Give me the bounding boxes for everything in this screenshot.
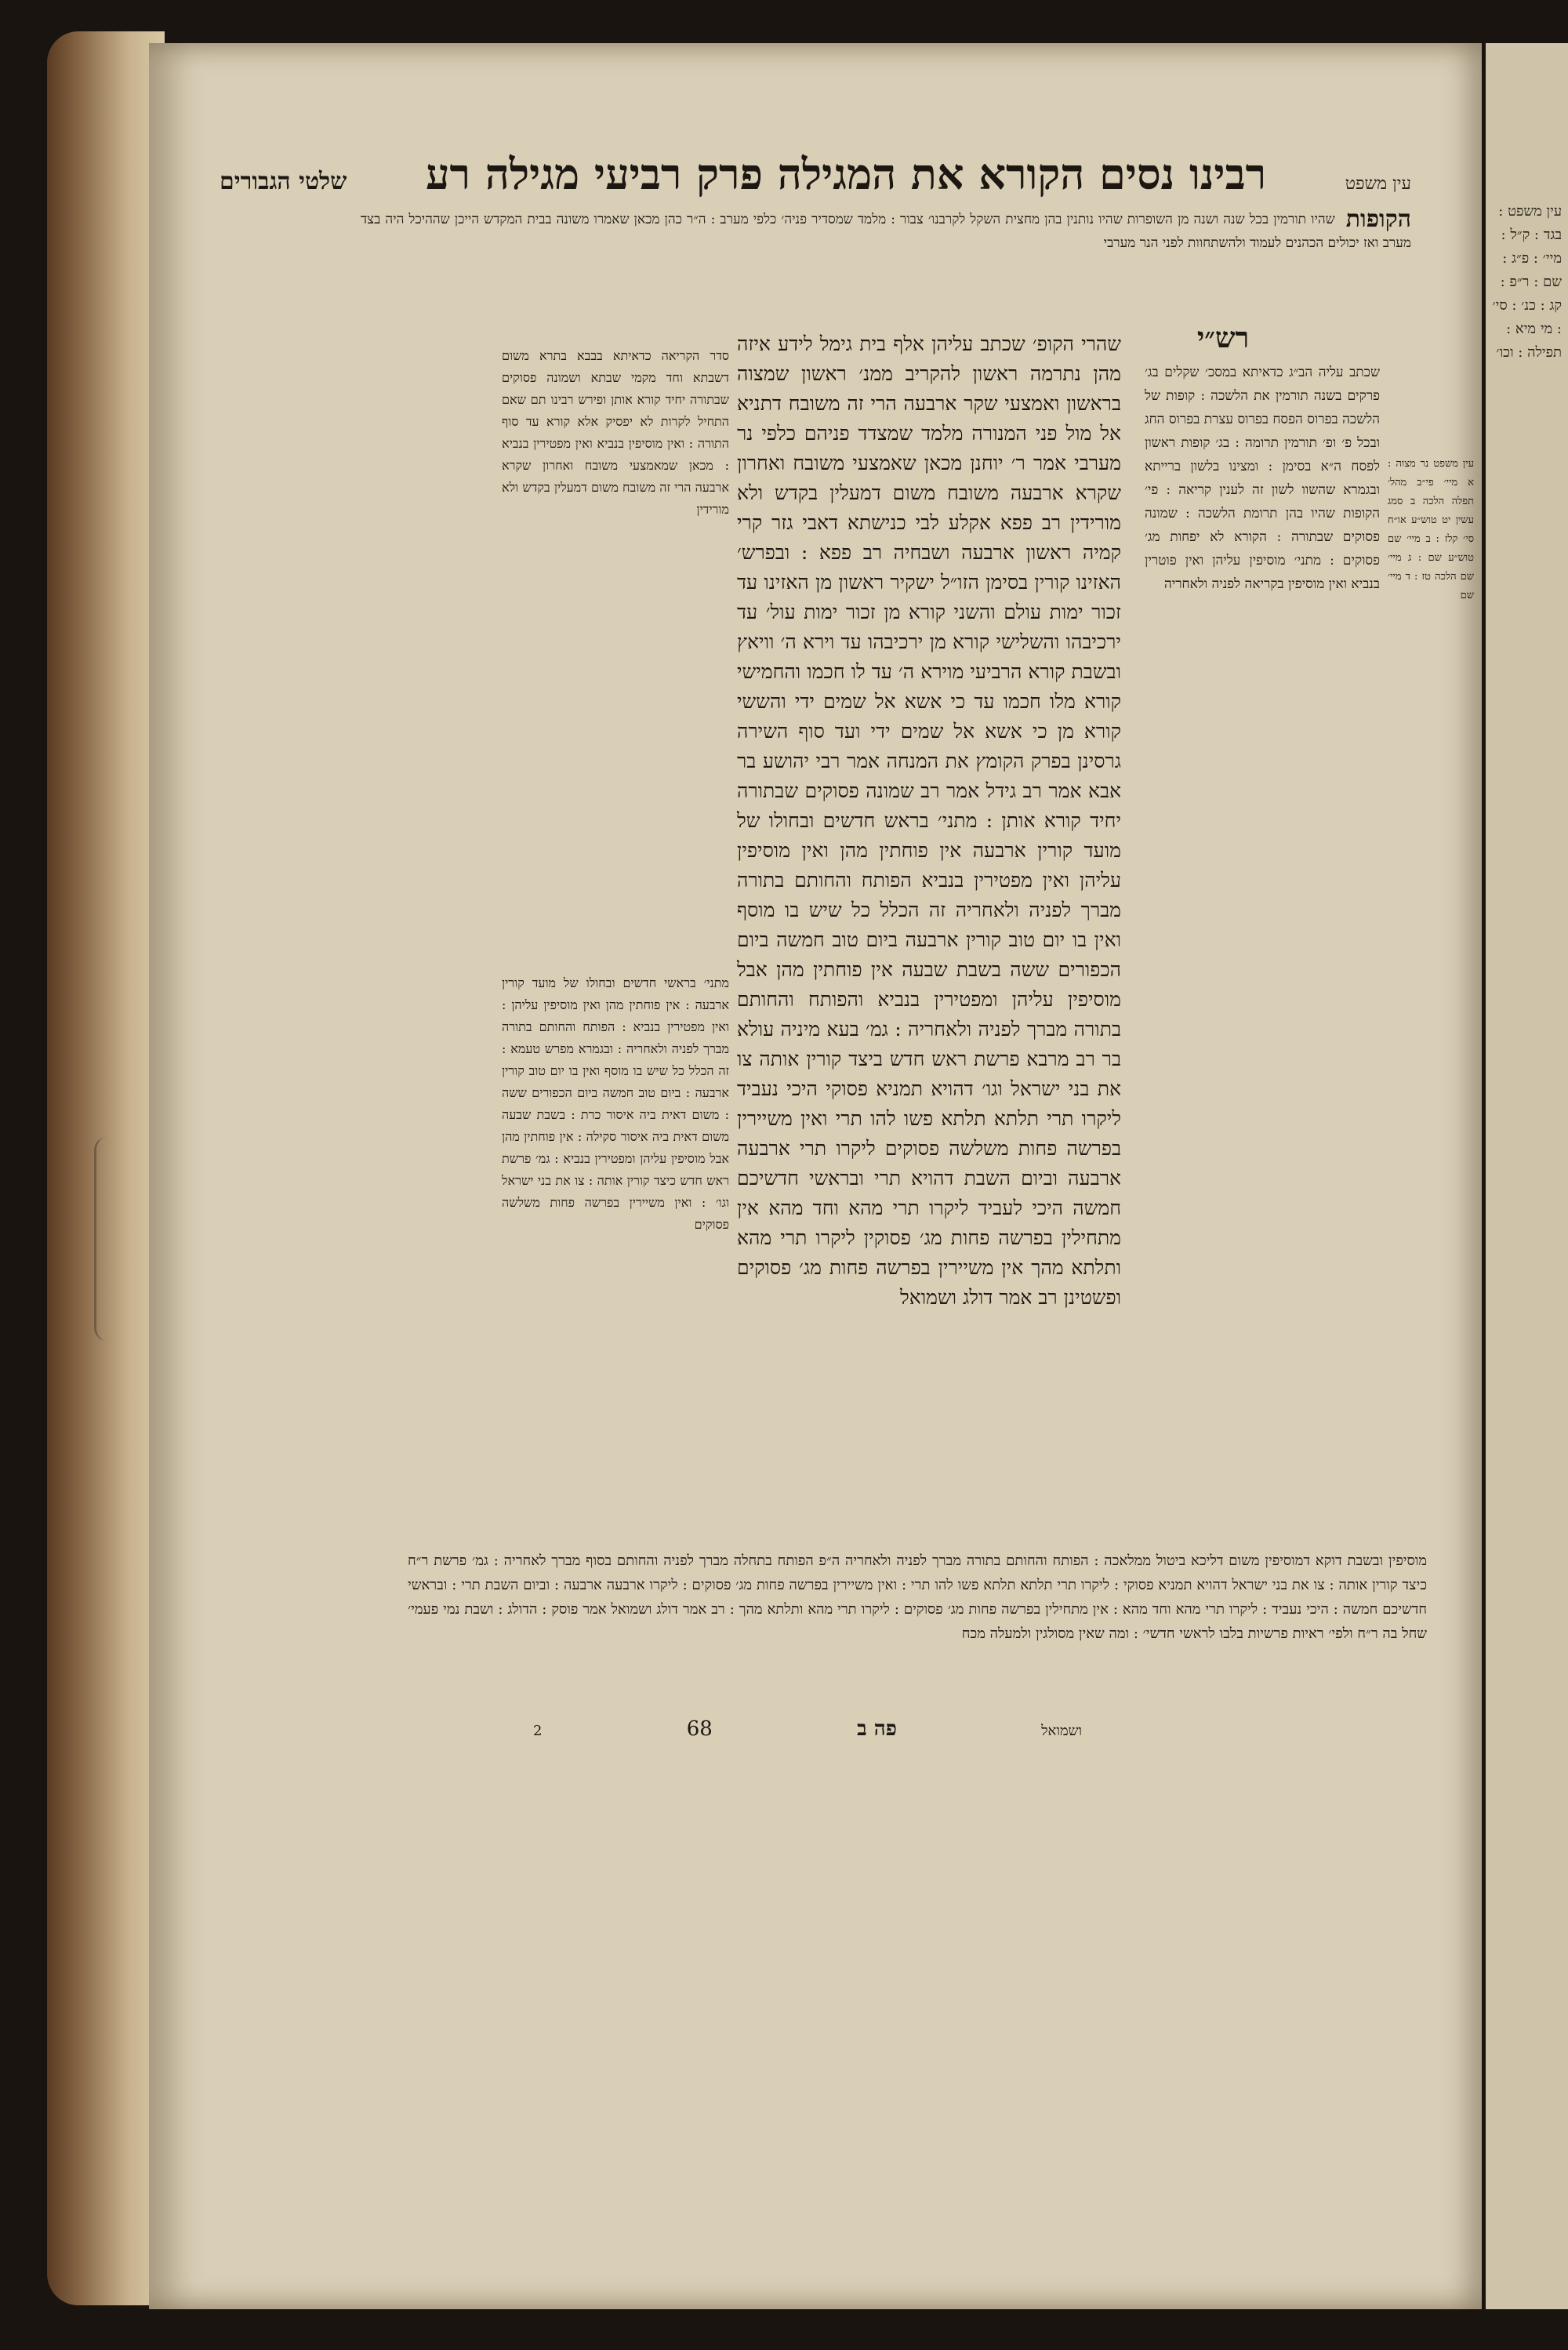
- side-label: שלטי הגבורים: [220, 168, 347, 195]
- page-title: רבינו נסים הקורא את המגילה פרק רביעי מגילה רע: [425, 149, 1267, 199]
- bottom-commentary: מוסיפין ובשבת דוקא דמוסיפין משום דליכא ביטול ממלאכה : הפותח והחותם בתורה מברך לפניה ולאחריה ה״פ הפותח בתחלה מברך לפניה והחותם בסוף מברך לאחריה : גמ׳ פרשת ר״ח כיצד קורין אותה : צו את בני ישראל דהויא תמניא פסוקי : ליקרו תרי תלתא תלתא פשו להו תרי : ואין משיירין בפרשה פחות מג׳ פסוקים : ליקרו ארבעה ארבעה : וביום השבת תרי : ובראשי חדשיכם חמשה : היכי נעביד : ליקרו תרי מהא וחד מהא : אין מתחילין בפרשה פחות מג׳ פסוקים : ליקרו תרי מהא ותלתא מהך : רב אמר דולג ושמואל אמר פוסק : הדולג : ושבת נמי פעמי׳ שחל בה ר״ח ולפי׳ ראיות פרשיות בלבו לראשי חדשי׳ : ומה שאין מסולגין ולמעלה מכח: [408, 1553, 1427, 1642]
- main-text: שהרי הקופ׳ שכתב עליהן אלף בית גימל לידע איזה מהן נתרמה ראשון להקריב ממנ׳ ראשון שמצוה בראשון ואמצעי שקר ארבעה הרי זה משובח דתניא אל מול פני המנורה מלמד שמצדד פניהם כלפי נר מערבי אמר ר׳ יוחנן מכאן שאמצעי משובח ואחרון שקרא ארבעה משובח משום דמעלין בקדש ולא מורידין רב פפא אקלע לבי כנישתא דאבי גזר קרי קמיה ראשון ארבעה ושבחיה רב פפא : ובפרש׳ האזינו קורין בסימן הזו״ל ישקיר ראשון מן האזינו עד זכור ימות עולם והשני קורא מן זכור ימות עול׳ עד ירכיבהו והשלישי קורא מן ירכיבהו עד וירא ה׳ וויאץ ובשבת קורא הרביעי מוירא ה׳ עד לו חכמו והחמישי קורא מלו חכמו עד כי אשא אל שמים ידי והששי קורא מן כי אשא אל שמים ידי ועד סוף השירה גרסינן בפרק הקומץ את המנחה אמר רבי יהושע בר אבא אמר רב גידל אמר רב שמונה פסוקים שבתורה יחיד קורא אותן : מתני׳ בראש חדשים ובחולו של מועד קורין ארבעה אין פוחתין מהן ואין מוסיפין עליהן ואין מפטירין בנביא הפותח והחותם בתורה מברך לפניה ולאחריה זה הכלל כל שיש בו מוסף ואין בו יום טוב קורין ארבעה ביום טוב חמשה ביום הכפורים ששה בשבת שבעה אין פוחתין מהן אבל מוסיפין עליהן ומפטירין בנביא והפותח והחותם בתורה מברך לפניה ולאחריה : גמ׳ בעא מיניה עולא בר רב מרבא פרשת ראש חדש ביצד קורין אותה צו את בני ישראל וגו׳ דהויא תמניא פסוקי היכי נעביד ליקרו תרי תלתא תלתא פשו להו תרי ואין משיירין בפרשה פחות משלשה פסוקים ליקרו תרי ארבעה ארבעה וביום השבת דהויא תרי ובראשי חדשיכם חמשה היכי לעביד ליקרו תרי מהא וחד מהא אין מתחילין בפרשה פחות מג׳ פסוקין ליקרו תרי מהא ותלתא מהך אין משיירין בפרשה פחות מג׳ פסוקים ופשטינן רב אמר דולג ושמואל: [737, 332, 1121, 1309]
- rashi-commentary: שכתב עליה הב״ג כדאיתא במסכ׳ שקלים בג׳ פרקים בשנה תורמין את הלשכה : קופות של הלשכה בפרוס הפסח בפרוס עצרת בפרוס החג ובכל פ׳ ופ׳ תורמין תרומה : בג׳ קופות ראשון לפסח ה״א בסימן : ומצינו בלשון ברייתא ובגמרא שהשוו לשון זה לענין קריאה : פי׳ הקופות שהיו בהן תרומת הלשכה : שמונה פסוקים שבתורה : הקורא לא יפחות מג׳ פסוקים : מתני׳ מוסיפין עליהן ואין פוטרין בנביא ואין מוסיפין בקריאה לפניה ולאחריה: [1145, 365, 1380, 592]
- catchword: ושמואל: [1041, 1723, 1082, 1739]
- page-number: 68: [686, 1717, 713, 1741]
- folio-signature: פה ב: [857, 1717, 897, 1741]
- next-page-text: עין משפט : בגד : ק״ל : מיי׳ : פ״ג : שם : ר״פ : קג : כנ׳ : סי׳ : מי מיא : תפילה : וכו׳: [1492, 203, 1562, 361]
- margin-notes: עין משפט נר מצוה : א מיי׳ פי״ב מהל׳ תפלה הלכה ב סמג עשין יט טוש״ע או״ח סי׳ קלז : ב מיי׳ שם טוש״ע שם : ג מיי׳ שם הלכה טז : ד מיי׳ שם: [1388, 458, 1474, 601]
- top-band-commentary: [361, 205, 1411, 255]
- tosafot-lower-commentary: מתני׳ בראשי חדשים ובחולו של מועד קורין ארבעה : אין פוחתין מהן ואין מוסיפין עליהן : ואין מפטירין בנביא : הפותח והחותם בתורה מברך לפניה ולאחריה : ובגמרא מפרש טעמא : זה הכלל כל שיש בו מוסף ואין בו יום טוב קורין ארבעה : ביום טוב חמשה ביום הכפורים ששה : משום דאית ביה איסור כרת : בשבת שבעה משום דאית ביה איסור סקילה : אין פוחתין מהן אבל מוסיפין עליהן ומפטירין בנביא : גמ׳ פרשת ראש חדש כיצד קורין אותה : צו את בני ישראל וגו׳ : ואין משיירין בפרשה פחות משלשה פסוקים: [502, 975, 729, 1232]
- gathering-marker: 2: [533, 1723, 543, 1739]
- pen-mark: [94, 1137, 120, 1341]
- rashi-title: רש״י: [1196, 321, 1250, 354]
- page-footer: [533, 1717, 1082, 1749]
- top-band-text: שהיו תורמין בכל שנה ושנה מן השופרות שהיו נותנין בהן מחצית השקל לקרבנו׳ צבור : מלמד שמסדיר פניה׳ כלפי מערב : ה״ר כהן מכאן שאמרו משונה בבית המקדש הייכן שההיכל היה בצד מערב ואז יכולים הכהנים לעמוד ולהשתחוות לפני הנר מערבי: [361, 212, 1411, 251]
- corner-mark: עין משפט: [1345, 174, 1411, 194]
- top-band-lead: הקופות: [1345, 205, 1411, 233]
- tosafot-commentary: סדר הקריאה כדאיתא בבבא בתרא משום דשבתא וחד מקמי שבתא ושמונה פסוקים שבתורה יחיד קורא אותן ופירש רבינו תם שאם התחיל לקרות לא יפסיק אלא קורא עד סוף התורה : ואין מוסיפין בנביא ואין מפטירין בנביא : מכאן שמאמצעי משובח ואחרון שקרא ארבעה הרי זה משובח משום דמעלין בקדש ולא מורידין: [502, 348, 729, 517]
- page-header: [220, 149, 1411, 204]
- next-page-edge: [1486, 43, 1568, 2309]
